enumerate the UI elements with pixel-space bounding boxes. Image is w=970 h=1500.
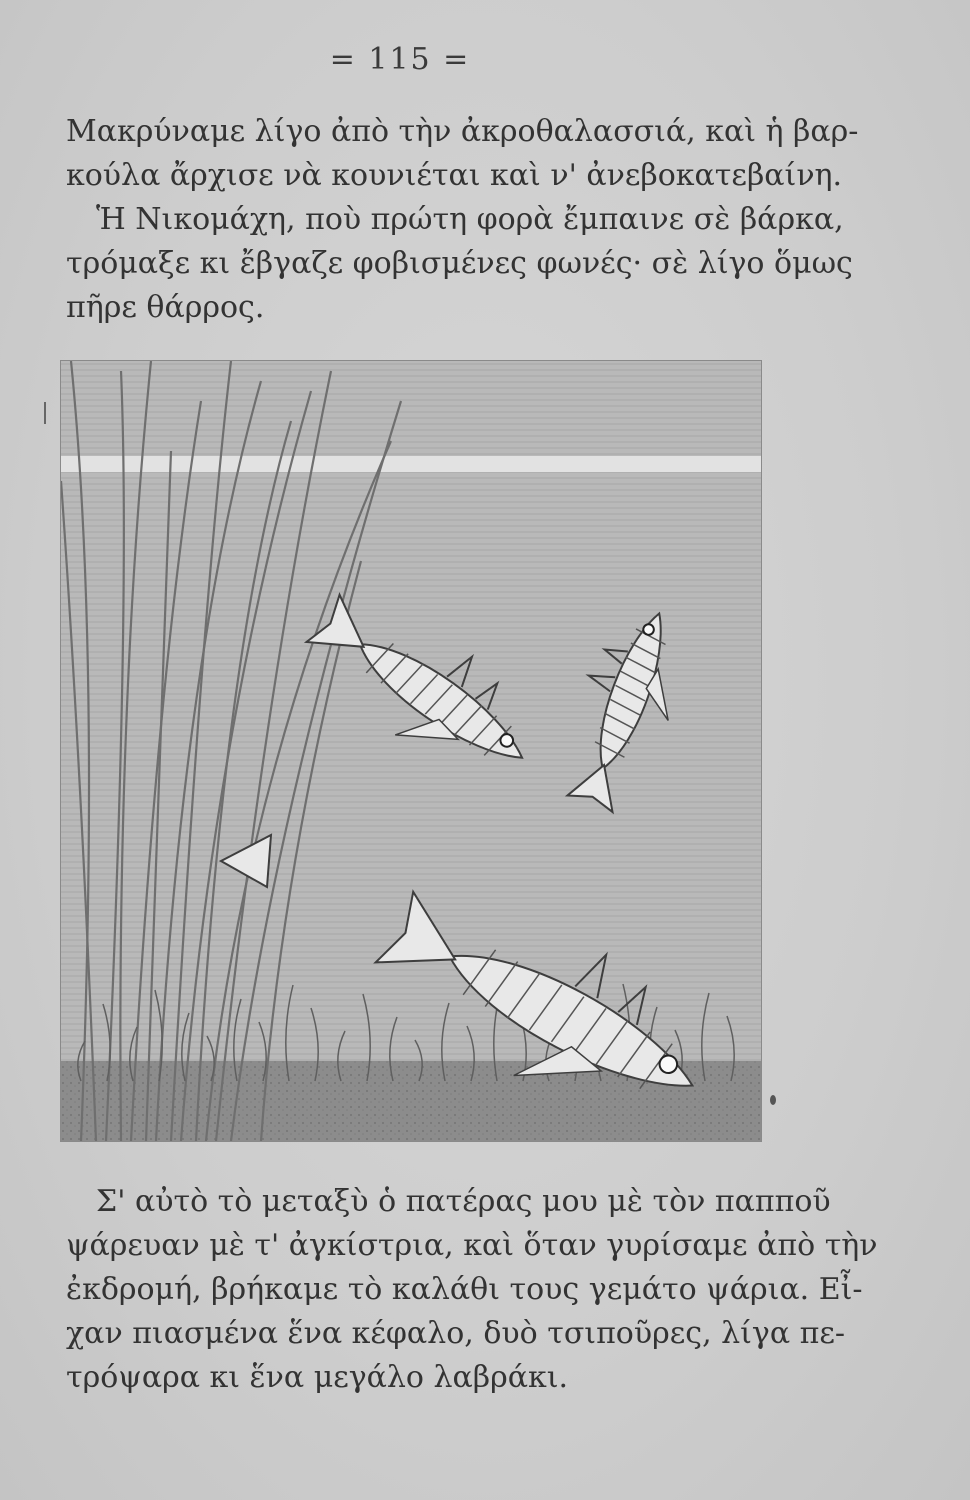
margin-dot [770, 1095, 776, 1105]
water-surface [61, 456, 761, 472]
text-line: κούλα ἄρχισε νὰ κουνιέται καὶ ν' ἀνεβοκατεβαίνη. [66, 158, 843, 193]
text-line: ψάρευαν μὲ τ' ἀγκίστρια, καὶ ὅταν γυρίσαμε ἀπὸ τὴν [66, 1228, 878, 1263]
margin-mark [44, 402, 46, 424]
text-line: τρόμαξε κι ἔβγαζε φοβισμένες φωνές· σὲ λίγο ὅμως [66, 246, 853, 281]
page-number: = 115 = [329, 42, 471, 77]
top-paragraph [66, 110, 859, 330]
fish-illustration [60, 360, 762, 1142]
illustration-svg [61, 361, 761, 1141]
text-line: πῆρε θάρρος. [66, 290, 265, 325]
water-hatching [61, 361, 761, 1141]
text-line: Ἡ Νικομάχη, ποὺ πρώτη φορὰ ἔμπαινε σὲ βάρκα, [96, 202, 844, 237]
text-line: χαν πιασμένα ἕνα κέφαλο, δυὸ τσιποῦρες, λίγα πε- [66, 1316, 846, 1351]
text-line: τρόψαρα κι ἕνα μεγάλο λαβράκι. [66, 1360, 569, 1395]
text-line: Μακρύναμε λίγο ἀπὸ τὴν ἀκροθαλασσιά, καὶ ἡ βαρ- [66, 114, 859, 149]
bottom-paragraph [66, 1180, 878, 1400]
text-line: Σ' αὐτὸ τὸ μεταξὺ ὁ πατέρας μου μὲ τὸν παπποῦ [96, 1184, 831, 1219]
text-line: ἐκδρομή, βρήκαμε τὸ καλάθι τους γεμάτο ψάρια. Εἶ- [66, 1272, 863, 1307]
